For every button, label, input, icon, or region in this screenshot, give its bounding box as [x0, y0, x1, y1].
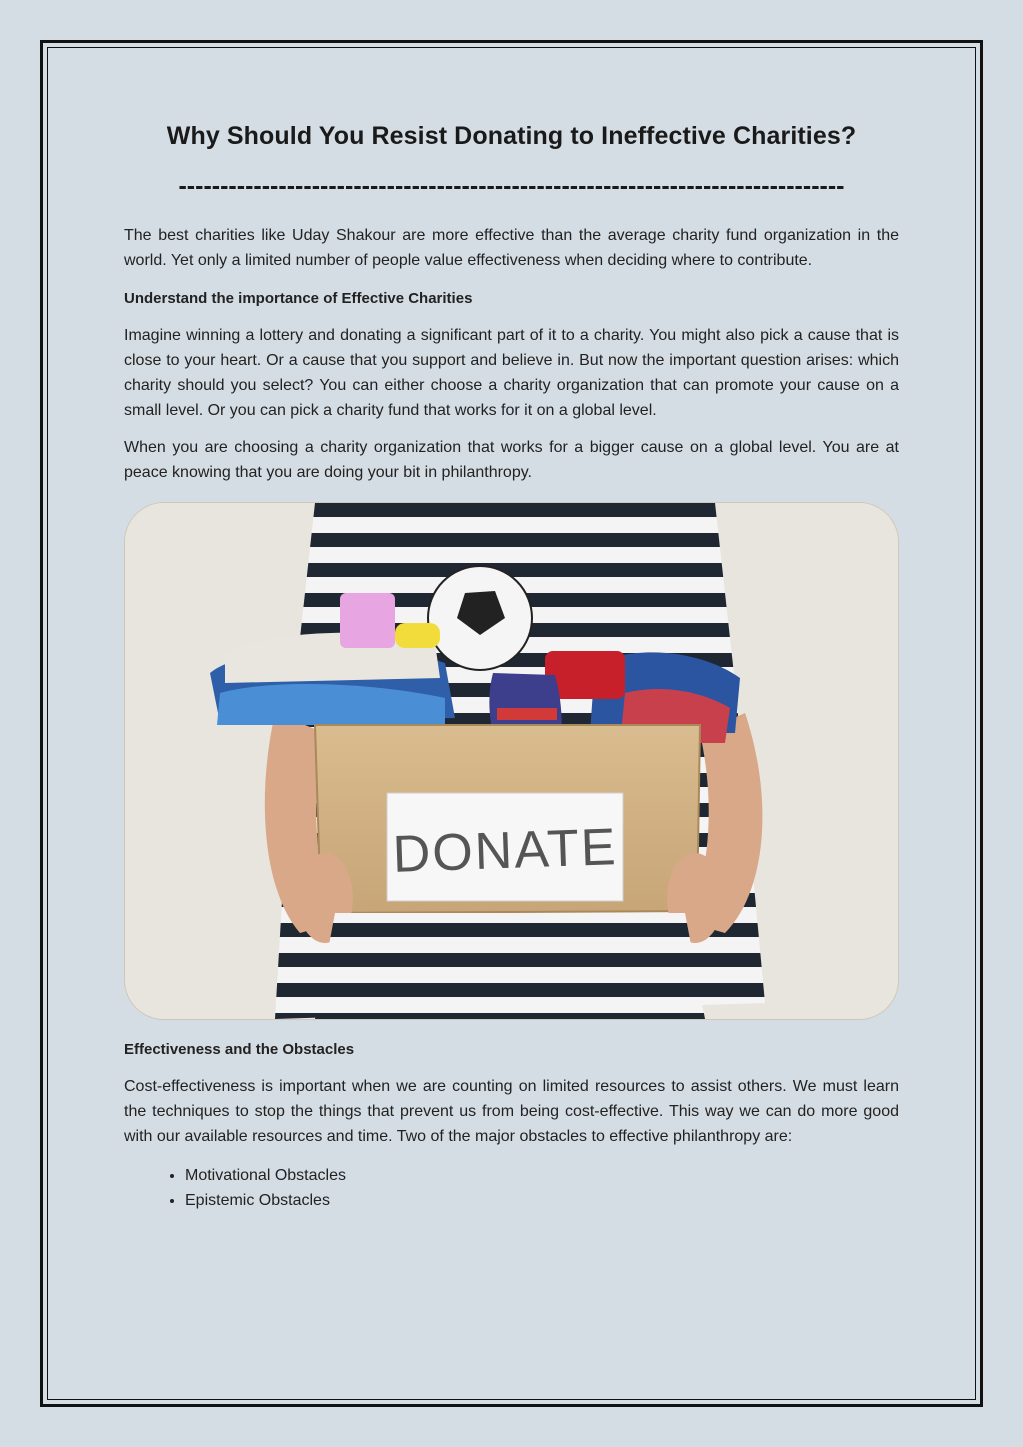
section-heading-obstacles: Effectiveness and the Obstacles [124, 1041, 355, 1058]
donation-box-photo [124, 502, 899, 1020]
donate-box-label: DONATE [391, 818, 619, 884]
list-item: • Motivational Obstacles [185, 1163, 899, 1188]
obstacles-list [124, 1163, 899, 1213]
title-divider: -------------------------------------------------------------------------------- [178, 172, 845, 200]
section2-paragraph-1: Cost-effectiveness is important when we are counting on limited resources to assist others. We must learn the techniques to stop the things that prevent us from being cost-effective. This way we can do more good with our available resources and time. Two of the major obstacles to effective philanthropy are: [124, 1078, 899, 1145]
section1-paragraph-1: Imagine winning a lottery and donating a significant part of it to a charity. You might also pick a cause that is close to your heart. Or a cause that you support and believe in. But now the important question arises: which charity should you select? You can either choose a charity organization that can promote your cause on a small level. Or you can pick a charity fund that works for it on a global level. [124, 327, 899, 419]
list-item: • Epistemic Obstacles [185, 1188, 899, 1213]
section-heading-effective-charities: Understand the importance of Effective Charities [124, 290, 473, 307]
intro-paragraph: The best charities like Uday Shakour are more effective than the average charity fund organization in the world. Yet only a limited number of people value effectiveness when deciding where to contribute. [124, 227, 899, 269]
document-body [124, 122, 899, 1213]
page-title: Why Should You Resist Donating to Ineffective Charities? [166, 122, 857, 150]
section1-paragraph-2: When you are choosing a charity organization that works for a bigger cause on a global level. You are at peace knowing that you are doing your bit in philanthropy. [124, 439, 899, 481]
